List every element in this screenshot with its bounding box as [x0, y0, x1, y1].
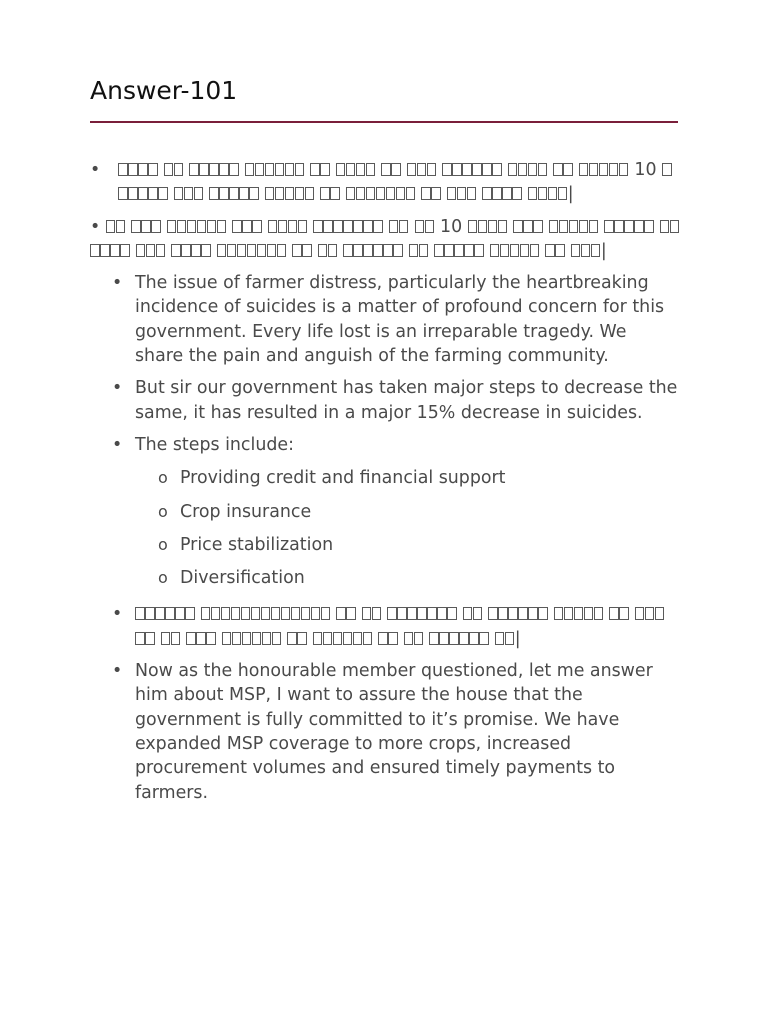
sub-list-item — [90, 271, 680, 368]
circle-bullet-icon: o — [158, 468, 168, 488]
bullet-icon: • — [112, 434, 123, 455]
list-item-text: 10 | — [118, 158, 680, 207]
document-title: Answer-101 — [90, 76, 238, 105]
nested-list-item-text: Providing credit and financial support — [180, 468, 506, 489]
sub-list-item-text: | — [135, 602, 680, 651]
nested-list-item-text: Diversification — [180, 568, 305, 589]
nested-list-item — [90, 466, 680, 490]
nested-list-item — [90, 500, 680, 524]
sub-list-item-text: The issue of farmer distress, particularly the heartbreaking incidence of suicides is a matter of profound concern for this government. Every life lost is an irreparable tragedy. We share the pain and anguish of the farming community. — [135, 273, 665, 367]
nested-list-item-text: Price stabilization — [180, 534, 334, 555]
sub-list-item — [90, 376, 680, 425]
nested-list-item — [90, 533, 680, 557]
bullet-icon: • — [112, 273, 123, 294]
title-divider — [90, 121, 678, 123]
document-body — [90, 158, 680, 805]
paragraph: • 10 | — [90, 215, 680, 264]
bullet-icon: • — [112, 378, 123, 399]
bullet-icon: • — [112, 604, 123, 625]
sub-list-item — [90, 602, 680, 651]
list-item — [90, 158, 680, 207]
circle-bullet-icon: o — [158, 534, 168, 554]
circle-bullet-icon: o — [158, 501, 168, 521]
bullet-icon: • — [112, 661, 123, 682]
sub-list-item — [90, 433, 680, 457]
circle-bullet-icon: o — [158, 568, 168, 588]
sub-list-item-text: Now as the honourable member questioned, let me answer him about MSP, I want to assure the house that the government is fully committed to it’s promise. We have expanded MSP coverage to more crops, increased procurement volumes and ensured timely payments to farmers. — [135, 661, 653, 803]
sub-list-item-text: The steps include: — [135, 434, 294, 455]
nested-list-item — [90, 566, 680, 590]
nested-list-item-text: Crop insurance — [180, 501, 312, 522]
sub-list-item-text: But sir our government has taken major steps to decrease the same, it has resulted in a major 15% decrease in suicides. — [135, 378, 678, 423]
bullet-icon: • — [90, 160, 101, 180]
sub-list-item — [90, 659, 680, 805]
